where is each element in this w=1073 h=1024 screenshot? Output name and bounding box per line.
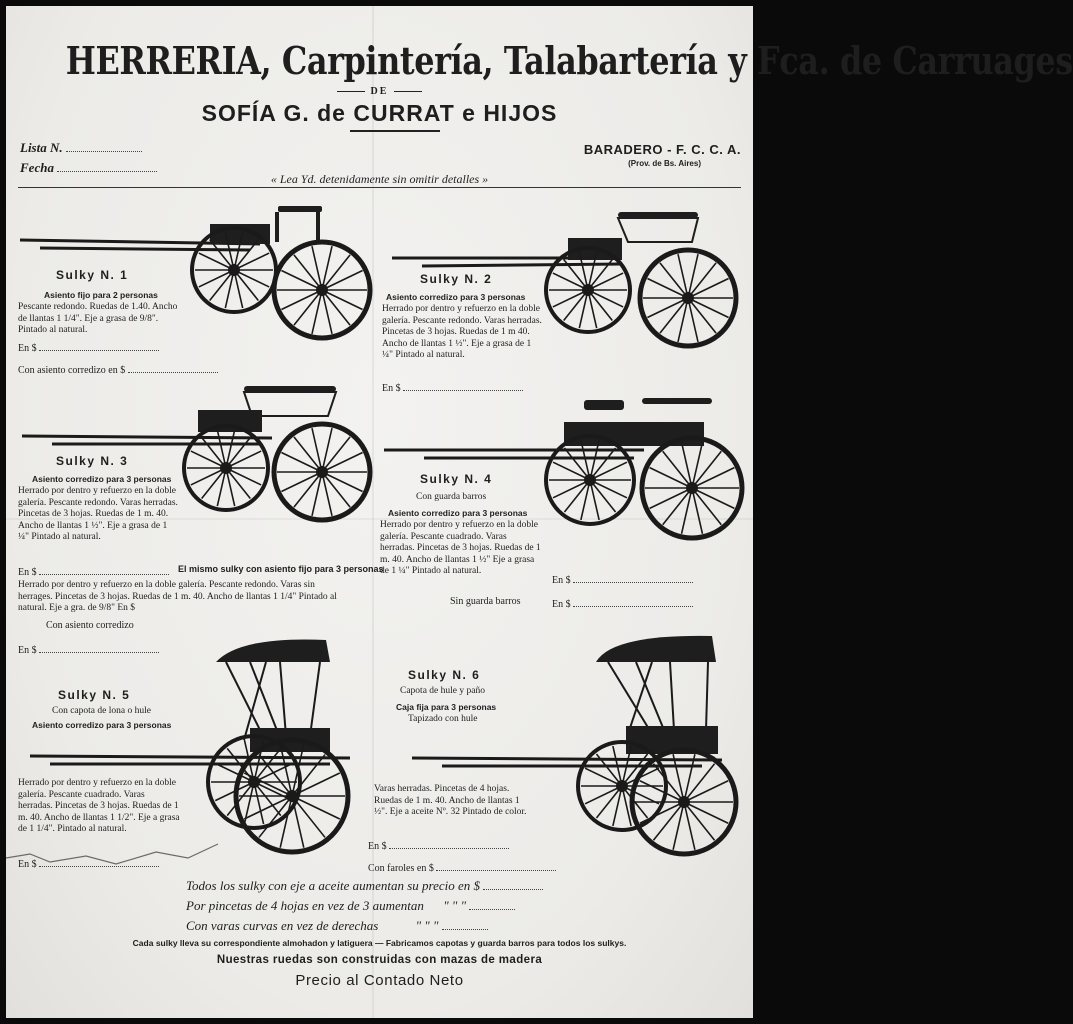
canopy [596, 636, 716, 662]
sulky-6-title: Sulky N. 6 [408, 668, 481, 682]
wheel-spoke [692, 468, 734, 488]
sulky-1-title: Sulky N. 1 [56, 268, 129, 282]
sulky-4-price-blank [573, 572, 693, 583]
wheel-spoke [281, 290, 322, 310]
wheel-hub [228, 264, 240, 276]
wheel-hub [286, 790, 298, 802]
lista-blank [66, 141, 142, 152]
wheel-spoke [688, 298, 729, 318]
shafts [30, 756, 350, 764]
wheel-hub [682, 292, 694, 304]
sulky-6-price [368, 838, 509, 852]
footer-line-axle-blank [483, 879, 543, 890]
fecha-blank [57, 161, 157, 172]
province-label: (Prov. de Bs. Aires) [628, 159, 701, 168]
sulky-3-extra [46, 620, 134, 631]
sulky-3-subtitle: Asiento corredizo para 3 personas [32, 474, 172, 484]
wheel-hub [686, 482, 698, 494]
footer-line-shafts-blank [442, 919, 488, 930]
sulky-4-extra-label: Sin guarda barros [450, 596, 521, 607]
spokes [187, 428, 367, 516]
city-label: BARADERO - F. C. C. A. [583, 142, 741, 157]
sulky-4-extra [450, 596, 521, 607]
sulky-3-price [18, 564, 169, 578]
sulky-4-price-label: En $ [552, 575, 571, 586]
sulky-3-variant-title: El mismo sulky con asiento fijo para 3 personas [178, 564, 384, 574]
sulky-5-subtitle: Con capota de lona o hule [52, 706, 151, 716]
canopy [216, 639, 330, 662]
lista-label: Lista N. [20, 140, 63, 155]
shafts [384, 450, 644, 458]
shop-title: HERRERIA, Carpintería, Talabartería y Fca. de Carruages [65, 38, 1073, 83]
footer-notice: Cada sulky lleva su correspondiente almohadon y latiguera — Fabricamos capotas y guarda barros para todos los sulkys. [132, 938, 627, 948]
sulky-3-description: Herrado por dentro y refuerzo en la doble galería. Pescante redondo. Varas herradas. Pincetas de 3 hojas. Ruedas de 1 m. 40. Ancho de llantas 1 ½". Eje a grasa de 1 ¼" Pintado al natural. [18, 486, 178, 542]
wheel-spoke [322, 270, 363, 290]
wheel-spoke [553, 480, 590, 498]
fecha-label: Fecha [20, 160, 54, 175]
footer-line-axle-text: Todos los sulky con eje a aceite aumentan su precio en $ [186, 878, 481, 893]
wheel-spoke [590, 480, 627, 498]
title-connector [6, 86, 753, 97]
wheel-spoke [684, 802, 728, 823]
sulky-6-subtitle: Capota de hule y paño [400, 686, 485, 696]
sulky-4-price [552, 572, 693, 586]
notice-text: « Lea Yd. detenidamente sin omitir detalles » [270, 172, 489, 186]
wheel-spoke [322, 452, 363, 472]
footer-line-springs [186, 898, 515, 914]
footer-line-springs-text: Por pincetas de 4 hojas en vez de 3 aumentan [186, 898, 424, 913]
sulky-3-variant-description: Herrado por dentro y refuerzo en la doble galería. Pescante redondo. Varas sin herrages. Pincetas de 3 hojas. Ruedas de 1 m. 40. Ancho de llantas 1 1/4" Pintado al natural. Eje a gra. de 9/8" En $ [18, 580, 337, 613]
wheel-spoke [640, 781, 684, 802]
wheel-spoke [650, 488, 692, 508]
wheel-hub [316, 284, 328, 296]
sulky-6-subtitle3: Tapizado con hule [408, 714, 478, 724]
sulky-6-extra-label: Con faroles en $ [368, 863, 434, 874]
sulky-6-extra-blank [436, 860, 556, 871]
wheel-hub [582, 284, 594, 296]
sulky-2-title: Sulky N. 2 [420, 272, 493, 286]
wheel-spoke [281, 270, 322, 290]
sulky-1-extra-label: Con asiento corredizo en $ [18, 365, 126, 376]
wheel-spoke [684, 781, 728, 802]
wheel-spoke [585, 768, 622, 786]
wheel-spoke [647, 298, 688, 318]
sulky-5-subtitle2: Asiento corredizo para 3 personas [32, 720, 172, 730]
sulky-1-price [18, 340, 159, 354]
sulky-3-price-blank [39, 564, 169, 575]
wheel-spoke [281, 452, 322, 472]
wheel-spoke [553, 462, 590, 480]
wheel-spoke [692, 488, 734, 508]
sulky-1-description: Pescante redondo. Ruedas de 1.40. Ancho de llantas 1 1/4". Eje a grasa de 9/8". Pintado al natural. [18, 302, 178, 335]
sulky-2-subtitle: Asiento corredizo para 3 personas [386, 292, 526, 302]
catalog-sheet [6, 6, 1073, 1018]
footer-line-shafts [186, 918, 488, 934]
wheel-hub [678, 796, 690, 808]
sulky-4-description: Herrado por dentro y refuerzo en la doble galería. Pescante cuadrado. Varas herradas. Pincetas de 3 hojas. Ruedas de 1 m. 40. Ancho de llantas 1 ½" Eje a grasa de 1 ¼" Pintado al natural. [380, 520, 541, 576]
wheel-spoke [292, 796, 340, 819]
sulky-5-price [18, 856, 159, 870]
sulky-3-title: Sulky N. 3 [56, 454, 129, 468]
sulky-1-extra [18, 362, 218, 376]
sulky-6-extra [368, 860, 556, 874]
sulky-5-price-blank [39, 856, 159, 867]
wheel-hub [316, 466, 328, 478]
sulky-4-extra-price [552, 596, 693, 610]
sulky-5-price-label: En $ [18, 859, 37, 870]
footer-line-springs-ditto: " " " [443, 898, 467, 913]
sulky-1-extra-blank [128, 362, 218, 373]
sulky-4-subtitle: Con guarda barros [416, 492, 487, 502]
footer-line-shafts-text: Con varas curvas en vez de derechas [186, 918, 379, 933]
sulky-4-subtitle2: Asiento corredizo para 3 personas [388, 508, 528, 518]
sulky-2-description: Herrado por dentro y refuerzo en la doble galería. Pescante redondo. Varas herradas. Pincetas de 3 hojas. Ruedas de 1 m 40. Ancho de llantas 1 ½". Eje a grasa de 1 ¼" Pintado al natural. [382, 304, 542, 360]
sulky-1-subtitle: Asiento fijo para 2 personas [44, 290, 158, 300]
wheel-spoke [322, 290, 363, 310]
shafts [22, 436, 272, 444]
de-text: DE [370, 86, 389, 97]
sulky-3-price-label: En $ [18, 567, 37, 578]
sulky-3-extra-price-label: En $ [18, 645, 37, 656]
header-rule [18, 187, 741, 188]
sulky-6-subtitle2: Caja fija para 3 personas [396, 702, 497, 712]
sulky-5-description: Herrado por dentro y refuerzo en la doble galería. Pescante cuadrado. Varas herradas. Pincetas de 3 hojas. Ruedas de 1 m. 40. Ancho de llantas 1 1/2". Eje a grasa de 1 1/4". Pintado al natural. [18, 778, 180, 834]
wheel-spoke [585, 786, 622, 804]
canopy-bows [608, 662, 708, 734]
wheel-spoke [650, 468, 692, 488]
footer-line-axle [186, 878, 543, 894]
wheel-hub [220, 462, 232, 474]
sulky-6-description: Varas herradas. Pincetas de 4 hojas. Ruedas de 1 m. 40. Ancho de llantas 1 ½". Eje a aceite Nº. 32 Pintado de color. [374, 784, 527, 817]
wheel-spoke [322, 472, 363, 492]
sulky-2-price-label: En $ [382, 383, 401, 394]
footer-price-terms: Precio al Contado Neto [295, 972, 464, 989]
sulky-6-price-label: En $ [368, 841, 387, 852]
sulky-6-illustration [412, 630, 742, 866]
wheel-hub [616, 780, 628, 792]
sulky-4-extra-price-label: En $ [552, 599, 571, 610]
owner-underline [350, 130, 440, 132]
lista-field [20, 140, 142, 156]
footer-line-springs-blank [469, 899, 515, 910]
wheel-spoke [590, 462, 627, 480]
sulky-6-price-blank [389, 838, 509, 849]
wheel-spoke [622, 786, 659, 804]
wheel-spoke [281, 472, 322, 492]
sulky-4-extra-price-blank [573, 596, 693, 607]
wheel-spoke [688, 278, 729, 298]
sulky-1-price-blank [39, 340, 159, 351]
wheel-spoke [647, 278, 688, 298]
footer-line-shafts-ditto: " " " [415, 918, 439, 933]
owner-name: SOFÍA G. de CURRAT e HIJOS [201, 100, 558, 126]
wheel-hub [584, 474, 596, 486]
sulky-1-price-label: En $ [18, 343, 37, 354]
wheel-spoke [215, 763, 254, 782]
sulky-4-title: Sulky N. 4 [420, 472, 493, 486]
sulky-3-extra-label: Con asiento corredizo [46, 620, 134, 631]
footer-wheels: Nuestras ruedas son construidas con mazas de madera [216, 954, 543, 966]
sulky-5-title: Sulky N. 5 [58, 688, 131, 702]
